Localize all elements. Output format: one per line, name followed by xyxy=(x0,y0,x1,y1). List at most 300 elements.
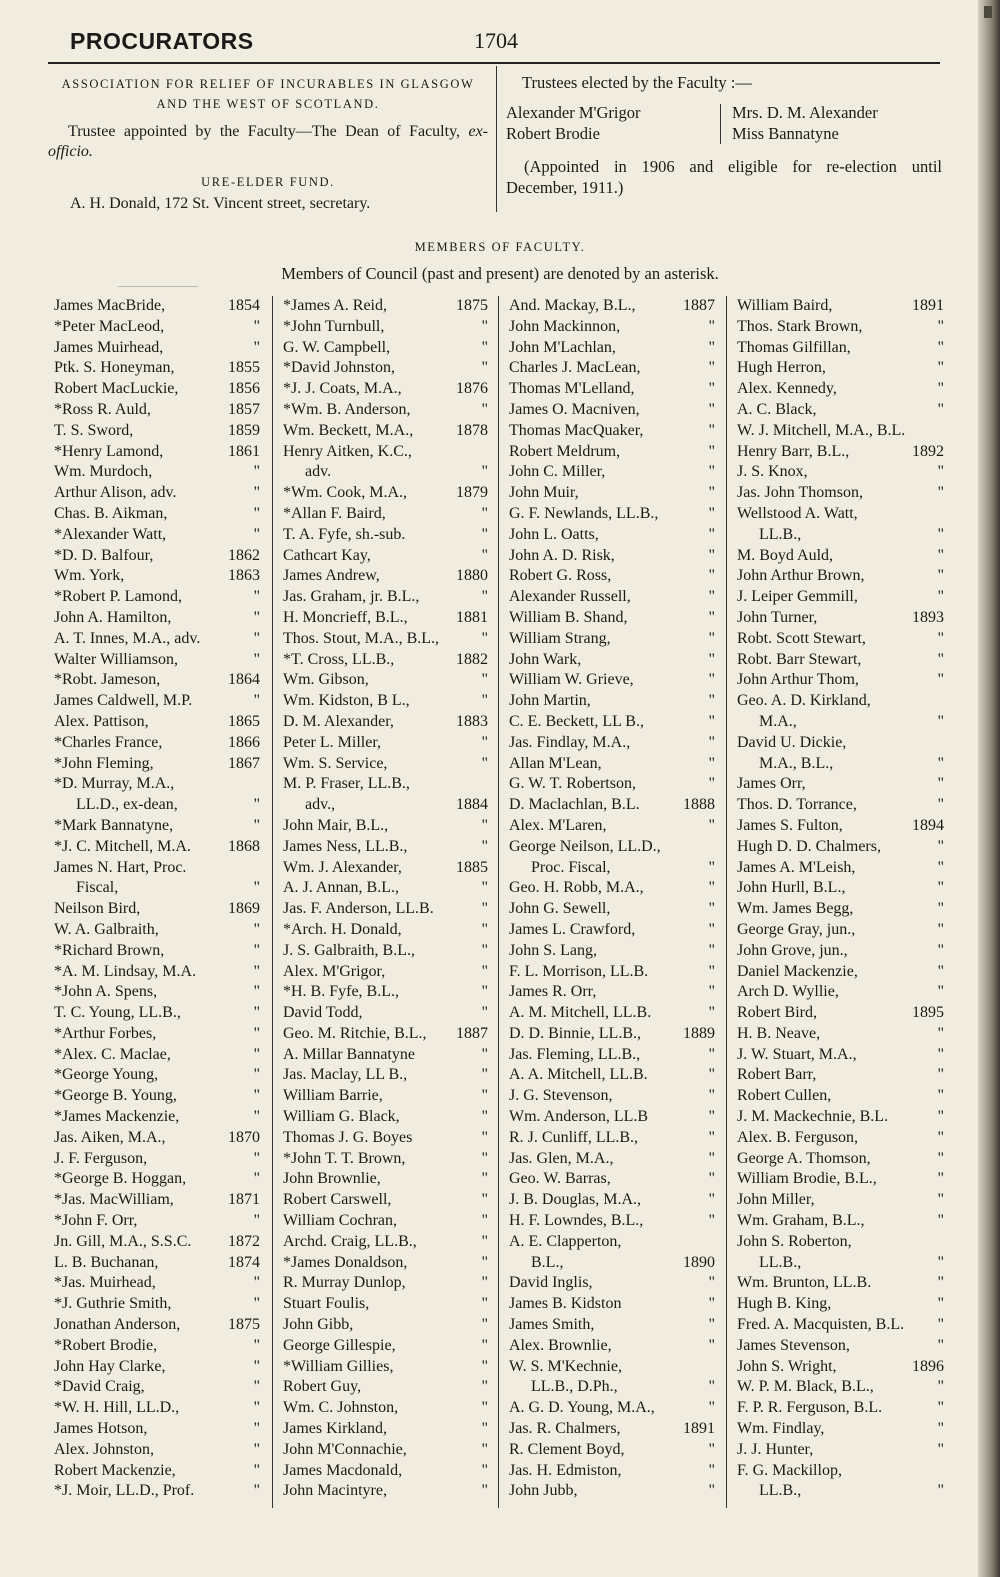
member-entry xyxy=(737,795,944,816)
member-name: Wm. S. Service, xyxy=(283,754,388,772)
member-year: " xyxy=(253,608,260,626)
member-name: *Allan F. Baird, xyxy=(283,504,386,522)
member-name: Robert Bird, xyxy=(737,1004,817,1022)
member-year: " xyxy=(708,546,715,564)
member-entry xyxy=(737,1232,944,1253)
member-year: " xyxy=(481,1128,488,1146)
member-entry xyxy=(54,1481,260,1502)
member-entry xyxy=(283,941,488,962)
trustee-name: Robert Brodie xyxy=(506,124,600,143)
member-year: 1882 xyxy=(456,650,488,668)
member-year: " xyxy=(253,983,260,1001)
members-column-2 xyxy=(283,296,488,1502)
member-name: Wm. Anderson, LL.B xyxy=(509,1108,649,1126)
member-year: " xyxy=(708,421,715,439)
member-year: " xyxy=(937,1149,944,1167)
member-name: T. C. Young, LL.B., xyxy=(54,1004,181,1022)
member-name: *T. Cross, LL.B., xyxy=(283,650,395,668)
member-name: A. T. Innes, M.A., adv. xyxy=(54,629,201,647)
member-name: James B. Kidston xyxy=(509,1295,622,1313)
member-year: " xyxy=(481,1191,488,1209)
member-name: *H. B. Fyfe, B.L., xyxy=(283,983,399,1001)
member-entry xyxy=(283,1086,488,1107)
member-entry xyxy=(737,1128,944,1149)
member-year: " xyxy=(253,941,260,959)
member-name: M. Boyd Auld, xyxy=(737,546,834,564)
member-year: " xyxy=(937,754,944,772)
member-name: John Jubb, xyxy=(509,1482,578,1500)
member-entry xyxy=(283,1253,488,1274)
member-name: Alex. Kennedy, xyxy=(737,380,837,398)
member-entry xyxy=(737,1440,944,1461)
member-entry xyxy=(509,317,715,338)
member-name: James Muirhead, xyxy=(54,338,164,356)
member-entry xyxy=(54,504,260,525)
trustees-right-column xyxy=(732,102,878,144)
member-entry xyxy=(509,1190,715,1211)
member-year: " xyxy=(253,1295,260,1313)
member-entry xyxy=(283,504,488,525)
member-year: " xyxy=(708,920,715,938)
member-year: " xyxy=(708,1045,715,1063)
member-year: " xyxy=(937,484,944,502)
member-name: Cathcart Kay, xyxy=(283,546,371,564)
member-year: 1871 xyxy=(228,1191,260,1209)
member-entry xyxy=(509,858,715,879)
member-year: 1879 xyxy=(456,484,488,502)
member-year: " xyxy=(253,1045,260,1063)
member-name: *John Fleming, xyxy=(54,754,154,772)
council-note: Members of Council (past and present) are denoted by an asterisk. xyxy=(281,264,719,283)
member-entry xyxy=(737,1481,944,1502)
member-name: J. Leiper Gemmill, xyxy=(737,588,858,606)
member-year: " xyxy=(253,1149,260,1167)
member-name: James Kirkland, xyxy=(283,1420,387,1438)
member-year: 1870 xyxy=(228,1128,260,1146)
member-entry xyxy=(509,525,715,546)
member-year: " xyxy=(481,1274,488,1292)
member-year: 1868 xyxy=(228,837,260,855)
member-entry xyxy=(737,920,944,941)
member-entry xyxy=(737,1419,944,1440)
member-entry xyxy=(509,629,715,650)
member-entry xyxy=(54,1336,260,1357)
fund-secretary: A. H. Donald, 172 St. Vincent street, secretary. xyxy=(70,195,371,212)
member-name: LL.D., ex-dean, xyxy=(76,796,178,814)
member-entry xyxy=(54,1377,260,1398)
member-year: " xyxy=(253,1212,260,1230)
member-name: John Arthur Brown, xyxy=(737,567,865,585)
member-entry xyxy=(509,774,715,795)
member-name: D. M. Alexander, xyxy=(283,712,394,730)
member-entry xyxy=(737,1169,944,1190)
member-year: " xyxy=(253,796,260,814)
member-name: Chas. B. Aikman, xyxy=(54,504,168,522)
member-year: " xyxy=(708,775,715,793)
member-entry xyxy=(54,837,260,858)
member-year: " xyxy=(481,879,488,897)
member-entry xyxy=(737,650,944,671)
member-name: Jas. Maclay, LL B., xyxy=(283,1066,408,1084)
member-entry xyxy=(509,1024,715,1045)
member-name: John Wark, xyxy=(509,650,582,668)
member-name: Wm. Murdoch, xyxy=(54,463,153,481)
member-entry xyxy=(54,920,260,941)
member-name: *James A. Reid, xyxy=(283,297,387,314)
member-year: " xyxy=(481,359,488,377)
member-entry xyxy=(54,816,260,837)
member-entry xyxy=(54,899,260,920)
member-year: " xyxy=(708,484,715,502)
member-name: William Cochran, xyxy=(283,1212,397,1230)
member-entry xyxy=(54,442,260,463)
member-year: " xyxy=(937,1170,944,1188)
member-entry xyxy=(283,1398,488,1419)
member-year: " xyxy=(481,463,488,481)
member-name: J. J. Hunter, xyxy=(737,1440,814,1458)
member-year: " xyxy=(937,1482,944,1500)
member-entry xyxy=(737,1253,944,1274)
member-year: " xyxy=(937,1087,944,1105)
member-year: " xyxy=(708,816,715,834)
members-heading: MEMBERS OF FACULTY. xyxy=(414,240,586,254)
member-name: Robert Mackenzie, xyxy=(54,1461,176,1479)
member-entry xyxy=(283,1481,488,1502)
member-entry xyxy=(283,1315,488,1336)
member-entry xyxy=(737,296,944,317)
member-entry xyxy=(54,379,260,400)
member-name: John A. D. Risk, xyxy=(509,546,615,564)
member-entry xyxy=(509,816,715,837)
member-year: " xyxy=(253,1066,260,1084)
member-name: J. S. Galbraith, B.L., xyxy=(283,941,415,959)
member-entry xyxy=(54,317,260,338)
member-entry xyxy=(283,483,488,504)
member-name: *David Craig, xyxy=(54,1378,145,1396)
member-entry xyxy=(509,1461,715,1482)
member-entry xyxy=(509,1128,715,1149)
member-entry xyxy=(509,1149,715,1170)
member-year: " xyxy=(937,588,944,606)
member-entry xyxy=(283,1107,488,1128)
member-entry xyxy=(283,358,488,379)
member-name: Fiscal, xyxy=(76,879,119,897)
member-entry xyxy=(509,1481,715,1502)
member-entry xyxy=(54,962,260,983)
member-year: 1875 xyxy=(228,1316,260,1334)
member-year: " xyxy=(937,858,944,876)
member-entry xyxy=(54,462,260,483)
member-year: " xyxy=(937,317,944,335)
member-entry xyxy=(283,1440,488,1461)
member-entry xyxy=(737,982,944,1003)
member-name: Walter Williamson, xyxy=(54,650,178,668)
member-year: " xyxy=(937,1128,944,1146)
trustee-name: Alexander M'Grigor xyxy=(506,103,641,122)
member-name: *Alex. C. Maclae, xyxy=(54,1045,171,1063)
member-entry xyxy=(54,1190,260,1211)
member-name: Archd. Craig, LL.B., xyxy=(283,1232,417,1250)
member-year: " xyxy=(708,671,715,689)
member-entry xyxy=(509,442,715,463)
member-year: " xyxy=(937,1253,944,1271)
member-year: " xyxy=(708,692,715,710)
member-entry xyxy=(283,754,488,775)
member-entry xyxy=(509,421,715,442)
member-name: Arthur Alison, adv. xyxy=(54,484,177,502)
member-entry xyxy=(509,338,715,359)
member-year: 1885 xyxy=(456,858,488,876)
member-entry xyxy=(54,1107,260,1128)
member-name: *Arch. H. Donald, xyxy=(283,920,402,938)
member-name: *Wm. B. Anderson, xyxy=(283,400,411,418)
member-name: William Strang, xyxy=(509,629,611,647)
member-entry xyxy=(283,1357,488,1378)
member-name: Wm. Brunton, LL.B. xyxy=(737,1274,872,1292)
member-entry xyxy=(283,1024,488,1045)
member-name: F. P. R. Ferguson, B.L. xyxy=(737,1399,883,1417)
member-entry xyxy=(509,670,715,691)
member-name: Fred. A. Macquisten, B.L. xyxy=(737,1316,905,1334)
member-year: 1866 xyxy=(228,733,260,751)
member-year: 1889 xyxy=(683,1024,715,1042)
trustees-divider xyxy=(720,104,721,144)
member-name: *Henry Lamond, xyxy=(54,442,164,460)
member-year: " xyxy=(937,1212,944,1230)
member-entry xyxy=(737,442,944,463)
member-name: James Caldwell, M.P. xyxy=(54,692,193,710)
member-entry xyxy=(737,629,944,650)
member-year: " xyxy=(937,1378,944,1396)
member-year: " xyxy=(937,1066,944,1084)
member-entry xyxy=(283,1419,488,1440)
members-column-3 xyxy=(509,296,715,1502)
member-year: 1867 xyxy=(228,754,260,772)
member-entry xyxy=(737,1065,944,1086)
member-entry xyxy=(54,1398,260,1419)
member-year: " xyxy=(708,400,715,418)
member-year: " xyxy=(481,1004,488,1022)
member-name: *John F. Orr, xyxy=(54,1212,138,1230)
member-name: A. Millar Bannatyne xyxy=(283,1045,415,1063)
member-name: H. B. Neave, xyxy=(737,1024,821,1042)
member-name: John M'Lachlan, xyxy=(509,338,616,356)
member-entry xyxy=(54,400,260,421)
member-year: 1855 xyxy=(228,359,260,377)
member-name: H. Moncrieff, B.L., xyxy=(283,608,408,626)
trustee-name: Mrs. D. M. Alexander xyxy=(732,103,878,122)
member-entry xyxy=(283,400,488,421)
member-entry xyxy=(283,982,488,1003)
member-entry xyxy=(283,338,488,359)
member-entry xyxy=(737,1190,944,1211)
member-year: " xyxy=(253,879,260,897)
member-entry xyxy=(283,1273,488,1294)
member-name: John Gibb, xyxy=(283,1316,354,1334)
trustee-note xyxy=(48,122,488,162)
member-entry xyxy=(54,1045,260,1066)
member-name: Jas. Graham, jr. B.L., xyxy=(283,588,420,606)
member-entry xyxy=(283,795,488,816)
member-year: " xyxy=(253,1482,260,1500)
member-year: 1872 xyxy=(228,1232,260,1250)
member-name: A. M. Mitchell, LL.B. xyxy=(509,1004,652,1022)
member-name: James O. Macniven, xyxy=(509,400,640,418)
member-year: 1869 xyxy=(228,900,260,918)
member-year: 1859 xyxy=(228,421,260,439)
member-name: *James Mackenzie, xyxy=(54,1108,180,1126)
member-entry xyxy=(283,733,488,754)
member-name: J. G. Stevenson, xyxy=(509,1087,613,1105)
member-year: " xyxy=(481,1440,488,1458)
member-entry xyxy=(509,1003,715,1024)
member-name: *Charles France, xyxy=(54,733,163,751)
member-year: 1896 xyxy=(912,1357,944,1375)
member-entry xyxy=(509,1211,715,1232)
member-entry xyxy=(283,1211,488,1232)
member-year: " xyxy=(708,1212,715,1230)
member-year: " xyxy=(937,879,944,897)
member-name: James S. Fulton, xyxy=(737,816,843,834)
member-name: Proc. Fiscal, xyxy=(531,858,611,876)
member-name: James N. Hart, Proc. xyxy=(54,858,187,876)
member-year: " xyxy=(937,1108,944,1126)
member-entry xyxy=(54,338,260,359)
member-year: " xyxy=(937,338,944,356)
member-year: 1892 xyxy=(912,442,944,460)
member-year: " xyxy=(708,983,715,1001)
member-entry xyxy=(737,338,944,359)
member-year: " xyxy=(937,463,944,481)
member-entry xyxy=(283,962,488,983)
member-year: " xyxy=(481,1461,488,1479)
member-year: " xyxy=(937,920,944,938)
member-name: R. Clement Boyd, xyxy=(509,1440,625,1458)
member-name: Jn. Gill, M.A., S.S.C. xyxy=(54,1232,192,1250)
member-name: A. J. Annan, B.L., xyxy=(283,879,399,897)
member-entry xyxy=(737,1315,944,1336)
member-name: Hugh D. D. Chalmers, xyxy=(737,837,881,855)
member-year: " xyxy=(708,504,715,522)
member-entry xyxy=(737,1149,944,1170)
member-name: *D. Murray, M.A., xyxy=(54,775,175,793)
member-name: Alex. Brownlie, xyxy=(509,1336,612,1354)
member-entry xyxy=(283,650,488,671)
member-name: G. W. Campbell, xyxy=(283,338,391,356)
member-name: Jas. F. Anderson, LL.B. xyxy=(283,900,434,918)
member-entry xyxy=(54,733,260,754)
member-name: *Jas. MacWilliam, xyxy=(54,1191,174,1209)
member-year: " xyxy=(708,1399,715,1417)
member-entry xyxy=(509,1398,715,1419)
members-column-1 xyxy=(54,296,260,1502)
member-year: " xyxy=(708,1149,715,1167)
member-year: " xyxy=(253,920,260,938)
member-name: Robert Meldrum, xyxy=(509,442,621,460)
member-entry xyxy=(283,858,488,879)
member-entry xyxy=(509,400,715,421)
member-name: Ptk. S. Honeyman, xyxy=(54,359,175,377)
member-year: " xyxy=(937,941,944,959)
member-year: " xyxy=(481,1170,488,1188)
member-entry xyxy=(737,733,944,754)
member-entry xyxy=(737,1003,944,1024)
member-year: " xyxy=(937,1399,944,1417)
member-name: *J. Moir, LL.D., Prof. xyxy=(54,1482,195,1500)
member-year: " xyxy=(481,1066,488,1084)
member-year: " xyxy=(253,1024,260,1042)
member-name: Thomas J. G. Boyes xyxy=(283,1128,413,1146)
member-entry xyxy=(509,546,715,567)
member-name: L. B. Buchanan, xyxy=(54,1253,159,1271)
member-name: Thomas MacQuaker, xyxy=(509,421,644,439)
member-entry xyxy=(509,691,715,712)
trustees-left-column xyxy=(506,102,640,144)
member-entry xyxy=(737,754,944,775)
member-name: James Macdonald, xyxy=(283,1461,403,1479)
member-year: " xyxy=(481,1087,488,1105)
member-name: John Macintyre, xyxy=(283,1482,387,1500)
member-entry xyxy=(54,1315,260,1336)
spine-mark xyxy=(984,6,992,18)
member-name: John Muir, xyxy=(509,484,579,502)
member-year: " xyxy=(253,1004,260,1022)
member-entry xyxy=(737,608,944,629)
member-name: Robert G. Ross, xyxy=(509,567,612,585)
member-year: " xyxy=(708,1461,715,1479)
member-entry xyxy=(509,379,715,400)
member-entry xyxy=(737,546,944,567)
member-year: " xyxy=(937,650,944,668)
member-name: *J. J. Coats, M.A., xyxy=(283,380,402,398)
member-year: " xyxy=(481,1420,488,1438)
member-name: *Jas. Muirhead, xyxy=(54,1274,156,1292)
member-entry xyxy=(54,754,260,775)
member-name: Hugh Herron, xyxy=(737,359,826,377)
member-entry xyxy=(283,878,488,899)
member-name: *George B. Young, xyxy=(54,1087,177,1105)
member-name: John Brownlie, xyxy=(283,1170,381,1188)
member-entry xyxy=(737,774,944,795)
member-name: John A. Hamilton, xyxy=(54,608,172,626)
member-name: John M'Connachie, xyxy=(283,1440,407,1458)
member-entry xyxy=(737,1336,944,1357)
member-name: *Arthur Forbes, xyxy=(54,1024,157,1042)
member-name: LL.B., xyxy=(759,1482,802,1500)
member-year: 1887 xyxy=(683,297,715,314)
member-entry xyxy=(509,1357,715,1378)
member-entry xyxy=(54,1419,260,1440)
member-entry xyxy=(509,1086,715,1107)
member-year: " xyxy=(481,588,488,606)
member-entry xyxy=(737,899,944,920)
member-year: " xyxy=(708,629,715,647)
member-name: Robt. Scott Stewart, xyxy=(737,629,866,647)
member-name: David Inglis, xyxy=(509,1274,593,1292)
member-name: *Peter MacLeod, xyxy=(54,317,165,335)
member-name: *Wm. Cook, M.A., xyxy=(283,484,407,502)
member-entry xyxy=(283,546,488,567)
member-year: " xyxy=(708,1440,715,1458)
member-name: W. P. M. Black, B.L., xyxy=(737,1378,874,1396)
member-entry xyxy=(737,878,944,899)
member-name: John Grove, jun., xyxy=(737,941,848,959)
trustee-note-italic: ex-officio. xyxy=(48,123,488,160)
member-year: " xyxy=(481,1482,488,1500)
member-year: " xyxy=(481,754,488,772)
member-year: 1891 xyxy=(912,297,944,314)
member-entry xyxy=(509,462,715,483)
